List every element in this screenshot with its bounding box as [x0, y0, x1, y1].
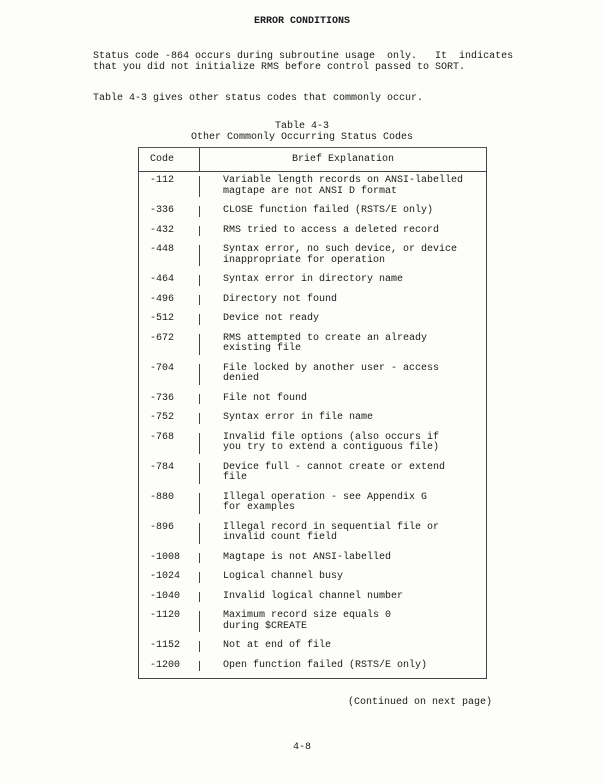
table-row	[139, 549, 486, 569]
status-code: -768	[139, 433, 200, 454]
table-row	[139, 222, 486, 242]
status-explanation: RMS tried to access a deleted record	[223, 224, 440, 236]
column-header-explanation: Brief Explanation	[291, 154, 395, 165]
table-row	[139, 429, 486, 459]
status-explanation: File not found	[223, 392, 308, 404]
table-row	[139, 607, 486, 637]
status-code: -672	[139, 334, 200, 355]
table-row	[139, 568, 486, 588]
status-code: -1008	[139, 553, 200, 564]
table-row	[139, 291, 486, 311]
table-row	[139, 241, 486, 271]
status-code: -880	[139, 493, 200, 514]
table-caption	[0, 121, 604, 143]
status-explanation: Open function failed (RSTS/E only)	[223, 659, 428, 671]
section-title: ERROR CONDITIONS	[253, 16, 350, 27]
status-code: -448	[139, 245, 200, 266]
status-code: -112	[139, 176, 200, 197]
table-row	[139, 310, 486, 330]
status-explanation: Syntax error in file name	[223, 412, 374, 423]
status-explanation: File locked by another user - access denied	[223, 362, 440, 384]
table-row	[139, 172, 486, 202]
page-number: 4-8	[292, 742, 311, 753]
table-row	[139, 330, 486, 360]
paragraph-status-864: Status code -864 occurs during subroutine usage only. It indicates that you did not initialize RMS before control passed to SORT.	[93, 51, 514, 73]
table-row	[139, 519, 486, 549]
status-explanation: Invalid logical channel number	[223, 590, 404, 602]
status-code: -1040	[139, 592, 200, 603]
table-caption-text: Other Commonly Occurring Status Codes	[190, 132, 414, 143]
status-explanation: RMS attempted to create an already existing file	[223, 332, 428, 354]
status-code: -1024	[139, 572, 200, 583]
table-row	[139, 459, 486, 489]
status-explanation: Variable length records on ANSI-labelled magtape are not ANSI D format	[223, 175, 464, 197]
status-code: -336	[139, 206, 200, 217]
status-explanation: Logical channel busy	[223, 571, 344, 582]
table-number: Table 4-3	[274, 121, 329, 132]
status-explanation: Magtape is not ANSI-labelled	[223, 551, 392, 563]
status-code: -512	[139, 314, 200, 325]
status-code: -1152	[139, 641, 200, 652]
status-code: -704	[139, 364, 200, 385]
status-code: -896	[139, 523, 200, 544]
status-explanation: Syntax error, no such device, or device inappropriate for operation	[223, 244, 458, 266]
status-explanation: CLOSE function failed (RSTS/E only)	[223, 205, 434, 216]
status-explanation: Illegal operation - see Appendix G for examples	[223, 491, 428, 513]
status-code: -736	[139, 394, 200, 405]
column-header-code: Code	[139, 148, 200, 171]
table-row	[139, 202, 486, 222]
status-explanation: Device not ready	[223, 313, 320, 324]
status-code: -784	[139, 463, 200, 484]
table-row	[139, 588, 486, 608]
status-code: -752	[139, 413, 200, 424]
status-explanation: Not at end of file	[223, 640, 332, 651]
table-row	[139, 409, 486, 429]
table-row	[139, 657, 486, 677]
continued-note: (Continued on next page)	[348, 697, 493, 708]
table-row	[139, 637, 486, 657]
status-explanation: Device full - cannot create or extend file	[223, 461, 446, 483]
status-code: -1120	[139, 611, 200, 632]
status-explanation: Invalid file options (also occurs if you try to extend a contiguous file)	[223, 431, 440, 453]
table-header-row	[139, 148, 486, 172]
status-explanation: Maximum record size equals 0 during $CREATE	[223, 610, 392, 632]
status-explanation: Syntax error in directory name	[223, 274, 404, 285]
table-row	[139, 489, 486, 519]
status-code: -432	[139, 226, 200, 237]
status-explanation: Illegal record in sequential file or invalid count field	[223, 521, 440, 543]
status-code: -496	[139, 295, 200, 306]
table-row	[139, 390, 486, 410]
status-explanation: Directory not found	[223, 293, 338, 305]
status-code: -1200	[139, 661, 200, 672]
table-body	[139, 172, 486, 678]
paragraph-table-intro: Table 4-3 gives other status codes that commonly occur.	[93, 93, 424, 104]
table-row	[139, 360, 486, 390]
status-code: -464	[139, 275, 200, 286]
status-codes-table	[138, 147, 487, 679]
table-row	[139, 271, 486, 291]
